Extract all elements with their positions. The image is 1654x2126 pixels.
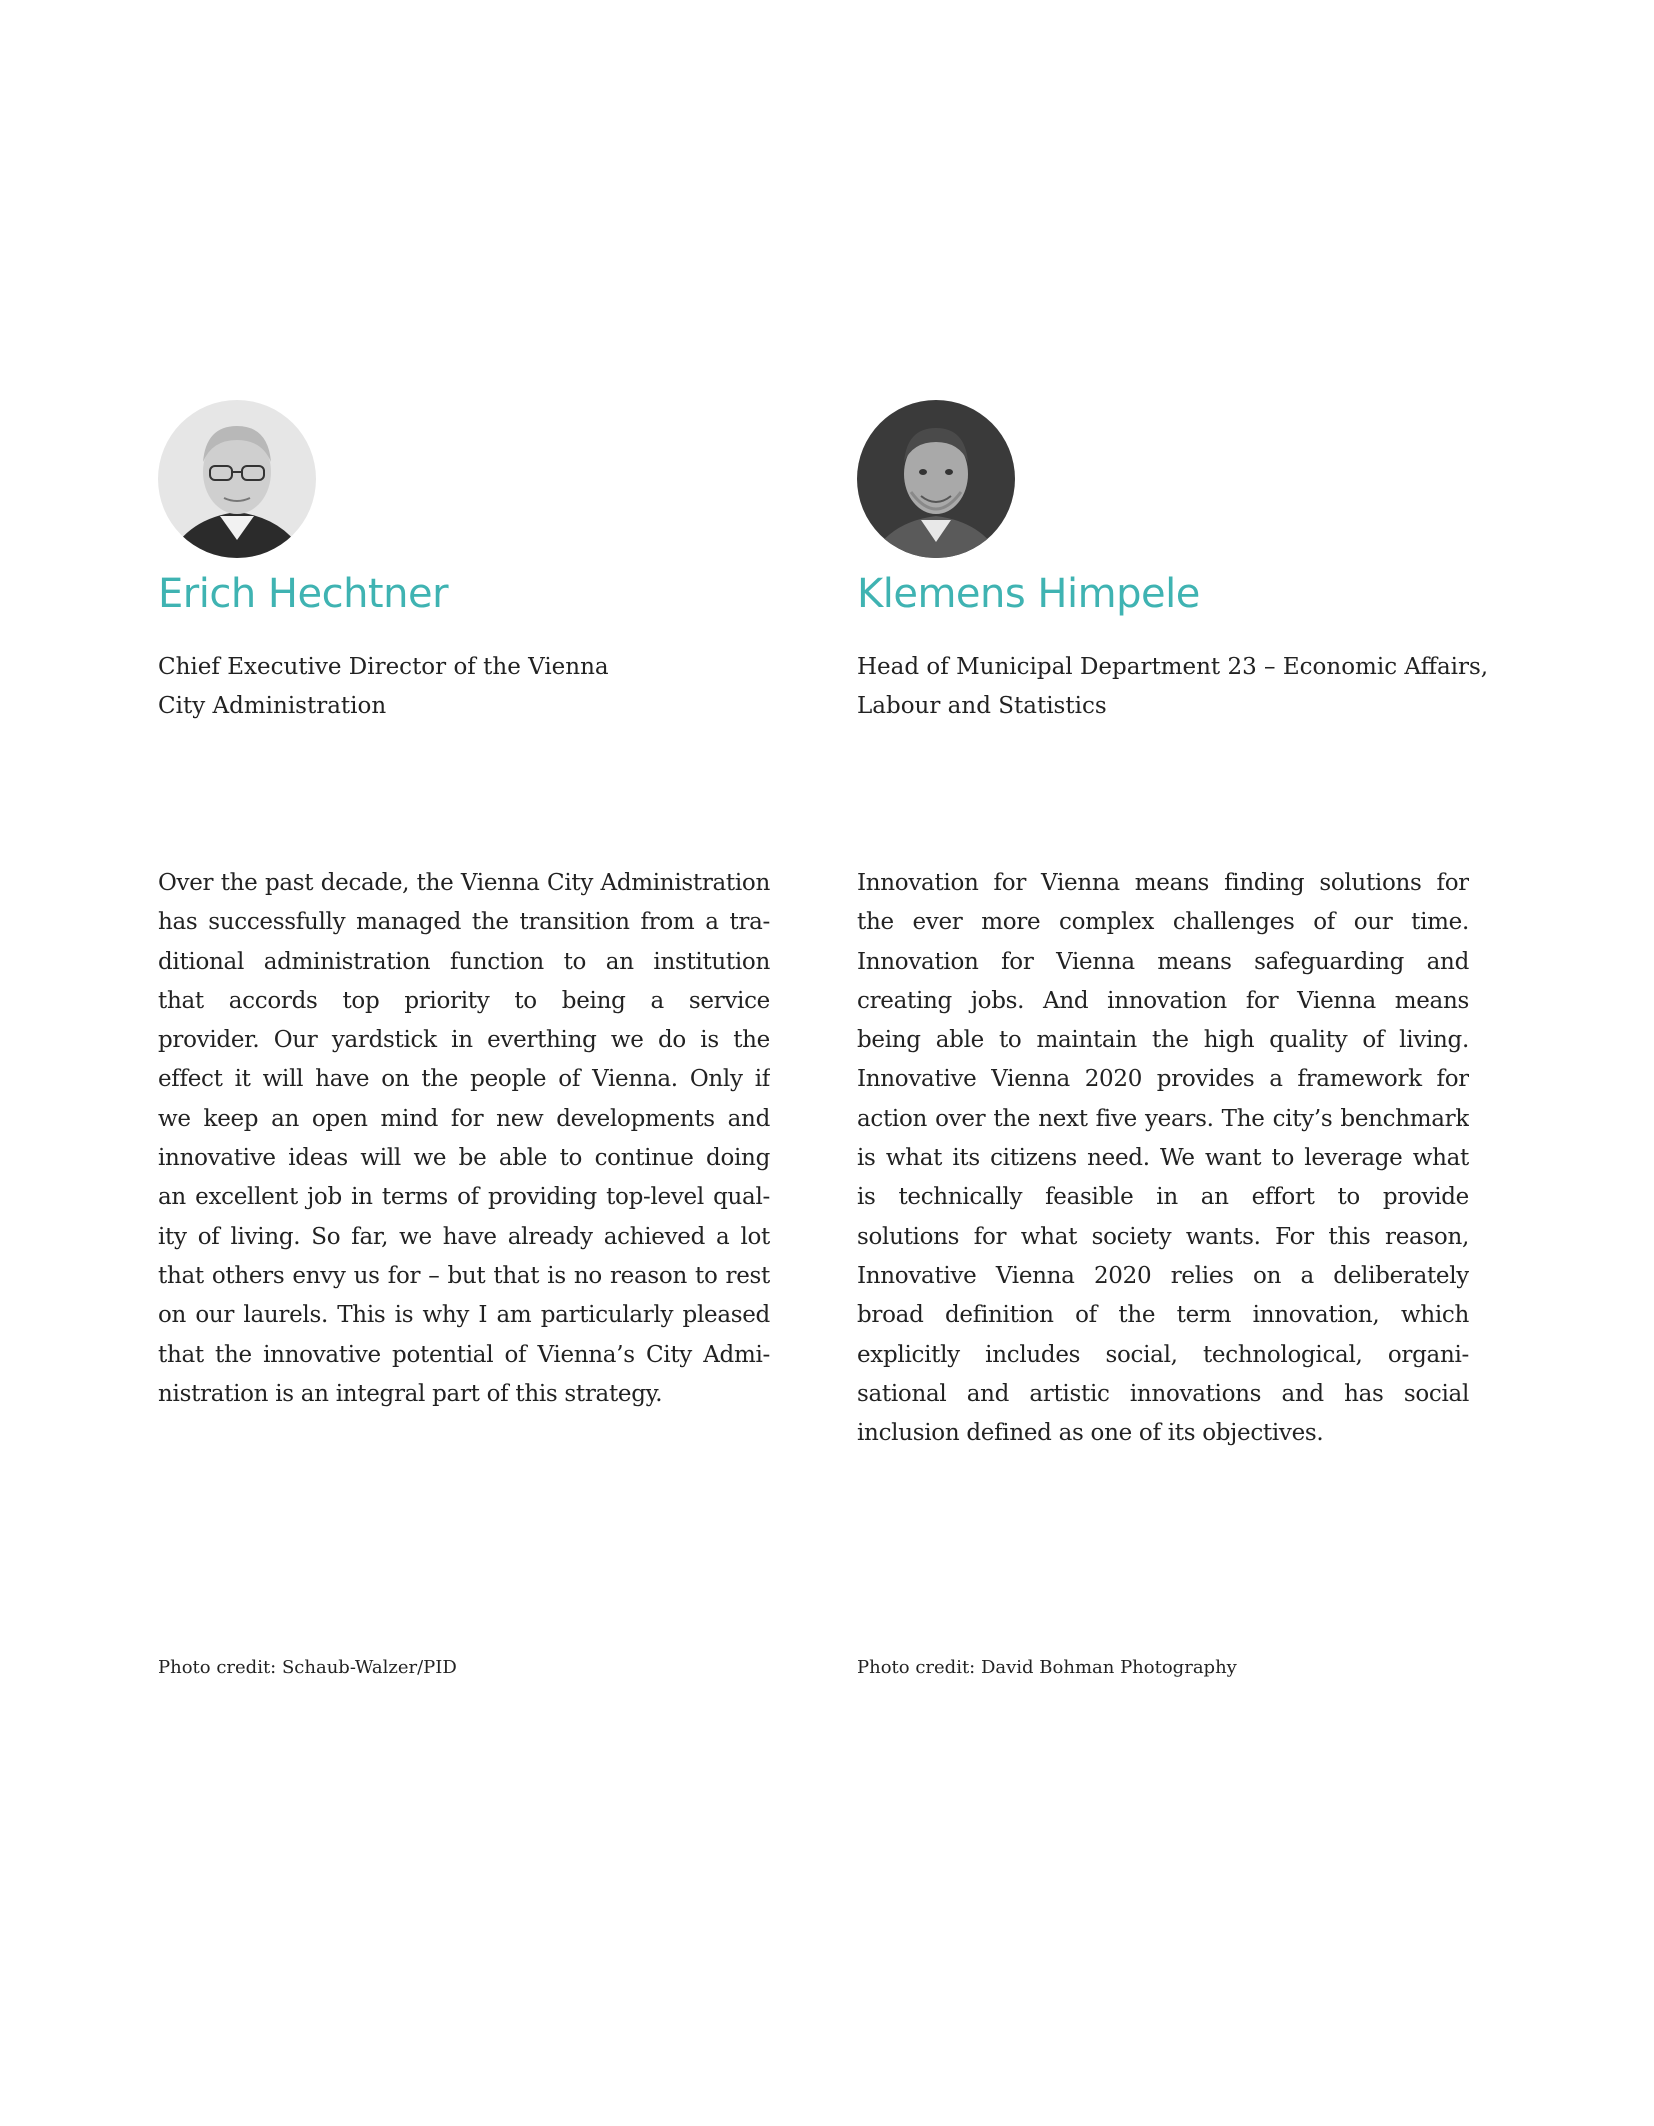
- role-line: Chief Executive Director of the Vienna: [158, 654, 609, 680]
- person-name: Erich Hechtner: [158, 571, 449, 617]
- role-line: Labour and Statistics: [857, 693, 1107, 719]
- statement-line: that others envy us for – but that is no reason to rest: [158, 1262, 770, 1289]
- portrait-photo-erich-hechtner: [158, 400, 316, 558]
- person-role: [158, 648, 770, 726]
- statement-line: innovative ideas will we be able to continue doing: [158, 1145, 770, 1172]
- role-line: City Administration: [158, 693, 387, 719]
- role-line: Head of Municipal Department 23 – Economic Affairs,: [857, 654, 1489, 680]
- statement-line: broad definition of the term innovation, which: [857, 1302, 1469, 1329]
- statement-text: [857, 864, 1469, 1453]
- statement-line: is technically feasible in an effort to provide: [857, 1184, 1469, 1211]
- portrait-photo-klemens-himpele: [857, 400, 1015, 558]
- statement-line: nistration is an integral part of this strategy.: [158, 1380, 663, 1407]
- statement-line: Innovative Vienna 2020 provides a framework for: [857, 1066, 1469, 1093]
- statement-line: inclusion defined as one of its objectives.: [857, 1420, 1324, 1447]
- statement-line: Innovation for Vienna means finding solutions for: [857, 870, 1469, 896]
- portrait-image-left: [158, 400, 316, 558]
- statement-line: that accords top priority to being a service: [158, 987, 770, 1014]
- photo-credit: Photo credit: David Bohman Photography: [857, 1657, 1237, 1678]
- statement-line: is what its citizens need. We want to leverage what: [857, 1145, 1469, 1172]
- statement-line: provider. Our yardstick in everthing we do is the: [158, 1027, 770, 1054]
- profile-column-left: [158, 0, 770, 2126]
- statement-line: explicitly includes social, technological, organi-: [857, 1341, 1469, 1368]
- statement-line: Innovation for Vienna means safeguarding and: [857, 948, 1469, 975]
- statement-line: sational and artistic innovations and has social: [857, 1380, 1469, 1407]
- statement-line: action over the next five years. The city’s benchmark: [857, 1105, 1469, 1132]
- statement-line: being able to maintain the high quality of living.: [857, 1027, 1469, 1054]
- person-name: Klemens Himpele: [857, 571, 1200, 617]
- person-role: [857, 648, 1489, 726]
- statement-text: [158, 864, 770, 1414]
- statement-line: that the innovative potential of Vienna’s City Admi-: [158, 1341, 770, 1368]
- statement-line: an excellent job in terms of providing top-level qual-: [158, 1184, 770, 1211]
- portrait-image-right: [857, 400, 1015, 558]
- profile-column-right: [857, 0, 1489, 2126]
- photo-credit: Photo credit: Schaub-Walzer/PID: [158, 1657, 457, 1678]
- statement-line: we keep an open mind for new developments and: [158, 1105, 770, 1132]
- statement-line: effect it will have on the people of Vienna. Only if: [158, 1066, 770, 1093]
- statement-line: creating jobs. And innovation for Vienna means: [857, 987, 1469, 1014]
- statement-line: the ever more complex challenges of our time.: [857, 909, 1469, 936]
- statement-line: on our laurels. This is why I am particularly pleased: [158, 1302, 770, 1329]
- statement-line: has successfully managed the transition from a tra-: [158, 909, 770, 936]
- statement-line: Innovative Vienna 2020 relies on a deliberately: [857, 1262, 1469, 1289]
- statement-line: Over the past decade, the Vienna City Administration: [158, 870, 770, 896]
- statement-line: ditional administration function to an institution: [158, 948, 770, 975]
- statement-line: solutions for what society wants. For this reason,: [857, 1223, 1469, 1250]
- statement-line: ity of living. So far, we have already achieved a lot: [158, 1223, 770, 1250]
